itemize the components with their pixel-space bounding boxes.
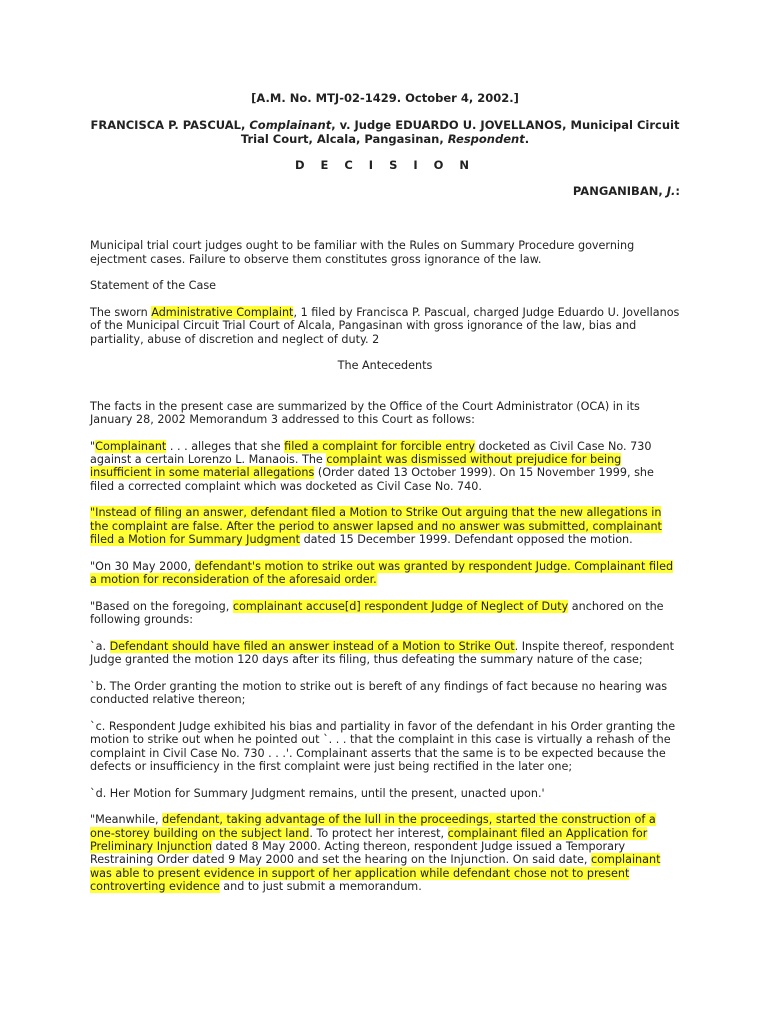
highlight: defendant, taking advantage of the lull in the proceedings, started the construction of a one-storey building on the subject land [90,813,656,840]
highlight: Defendant should have filed an answer instead of a Motion to Strike Out [109,639,515,653]
text-span: . To protect her interest, [309,826,448,840]
text-span: dated 8 May 2000. Acting thereon, respondent Judge issued a Temporary Restraining Order dated 9 May 2000 and set the hearing on the Injunction. On said date, [90,840,626,867]
text-span: The sworn [90,305,152,319]
highlight: complaint was dismissed without prejudice for being insufficient in some material allegations [90,453,622,480]
text-span: `a. [90,639,110,653]
antecedents-heading: The Antecedents [337,359,433,373]
highlight: complainant was able to present evidence in support of her application while defendant chose not to present controverting evidence [90,853,661,894]
highlight: "Instead of filing an answer, defendant filed a Motion to Strike Out arguing that the new allegations in the complaint are false. After the period to answer lapsed and no answer was submitted, complainant filed a Motion for Summary Judgment [90,506,662,547]
text-span: "Based on the foregoing, [90,599,233,613]
ponente-name: PANGANIBAN, [572,183,667,198]
meanwhile-paragraph [90,813,680,893]
text-span: . . . alleges that she [166,439,285,453]
text-span: dated 15 December 1999. Defendant opposed the motion. [300,533,633,547]
ground-b-paragraph: `b. The Order granting the motion to strike out is bereft of any findings of fact because no hearing was conducted relative thereon; [90,679,668,707]
ground-c-paragraph: `c. Respondent Judge exhibited his bias and partiality in favor of the defendant in his Order granting the motion to strike out when he pointed out `. . . that the complaint in this case is virtually a rehash of the complaint in Civil Case No. 730 . . .'. Complainant asserts that the same is to be expected because the defects or insufficiency in the first complaint were just being rectified in the later one; [90,719,676,774]
text-span: anchored on the following grounds: [90,599,664,627]
decision-title: D E C I S I O N [294,158,476,173]
text-span: , 1 filed by Francisca P. Pascual, charged Judge Eduardo U. Jovellanos of the Municipal Circuit Trial Court of Alcala, Pangasinan with gross ignorance of the law, bias and partiality, abuse of discretion and neglect of duty. 2 [90,305,680,346]
parties-middle: , v. Judge EDUARDO U. JOVELLANOS, Municipal Circuit Trial Court, Alcala, Pangasinan, [240,118,680,147]
ponente-suffix: : [675,183,680,198]
ground-d-paragraph: `d. Her Motion for Summary Judgment remains, until the present, unacted upon.' [90,786,545,800]
highlight: filed a complaint for forcible entry [284,439,475,453]
ponente-title: J. [666,183,676,198]
text-span: "Meanwhile, [90,813,163,827]
highlight: defendant's motion to strike out was granted by respondent Judge. Complainant filed a motion for reconsideration of the aforesaid order. [90,559,674,587]
complainant-name: FRANCISCA P. PASCUAL, [90,118,250,133]
facts-paragraph: The facts in the present case are summarized by the Office of the Court Administrator (OCA) in its January 28, 2002 Memorandum 3 addressed to this Court as follows: [90,399,640,427]
complainant-role: Complainant [249,118,332,133]
text-span: (Order dated 13 October 1999). On 15 November 1999, she filed a corrected complaint which was docketed as Civil Case No. 740. [90,466,654,493]
highlight: Administrative Complaint [151,305,294,319]
intro-paragraph: Municipal trial court judges ought to be familiar with the Rules on Summary Procedure governing ejectment cases. Failure to observe them constitutes gross ignorance of the law. [90,239,635,266]
complainant-paragraph [90,440,680,494]
highlight: Complainant [95,439,167,453]
highlight: complainant accuse[d] respondent Judge of Neglect of Duty [232,599,569,613]
highlight: complainant filed an Application for Preliminary Injunction [90,826,648,854]
parties-end: . [524,132,530,147]
text-span: " [90,439,96,453]
grounds-intro-paragraph [90,600,680,627]
ground-a-paragraph [90,640,680,667]
text-span: "On 30 May 2000, [90,559,195,573]
text-span: docketed as Civil Case No. 730 against a certain Lorenzo L. Manaois. The [90,439,652,467]
statement-heading: Statement of the Case [90,279,217,293]
case-parties [90,118,680,146]
motion-to-strike-paragraph [90,506,680,546]
ponente [90,185,680,198]
text-span: . Inspite thereof, respondent Judge granted the motion 120 days after its filing, thus defeating the summary nature of the case; [90,639,675,667]
respondent-role: Respondent [447,132,525,147]
text-span: and to just submit a memorandum. [219,880,422,894]
case-number: [A.M. No. MTJ-02-1429. October 4, 2002.] [251,91,519,105]
may-30-paragraph [90,560,680,587]
document-page [90,92,680,907]
sworn-complaint-paragraph [90,306,680,346]
